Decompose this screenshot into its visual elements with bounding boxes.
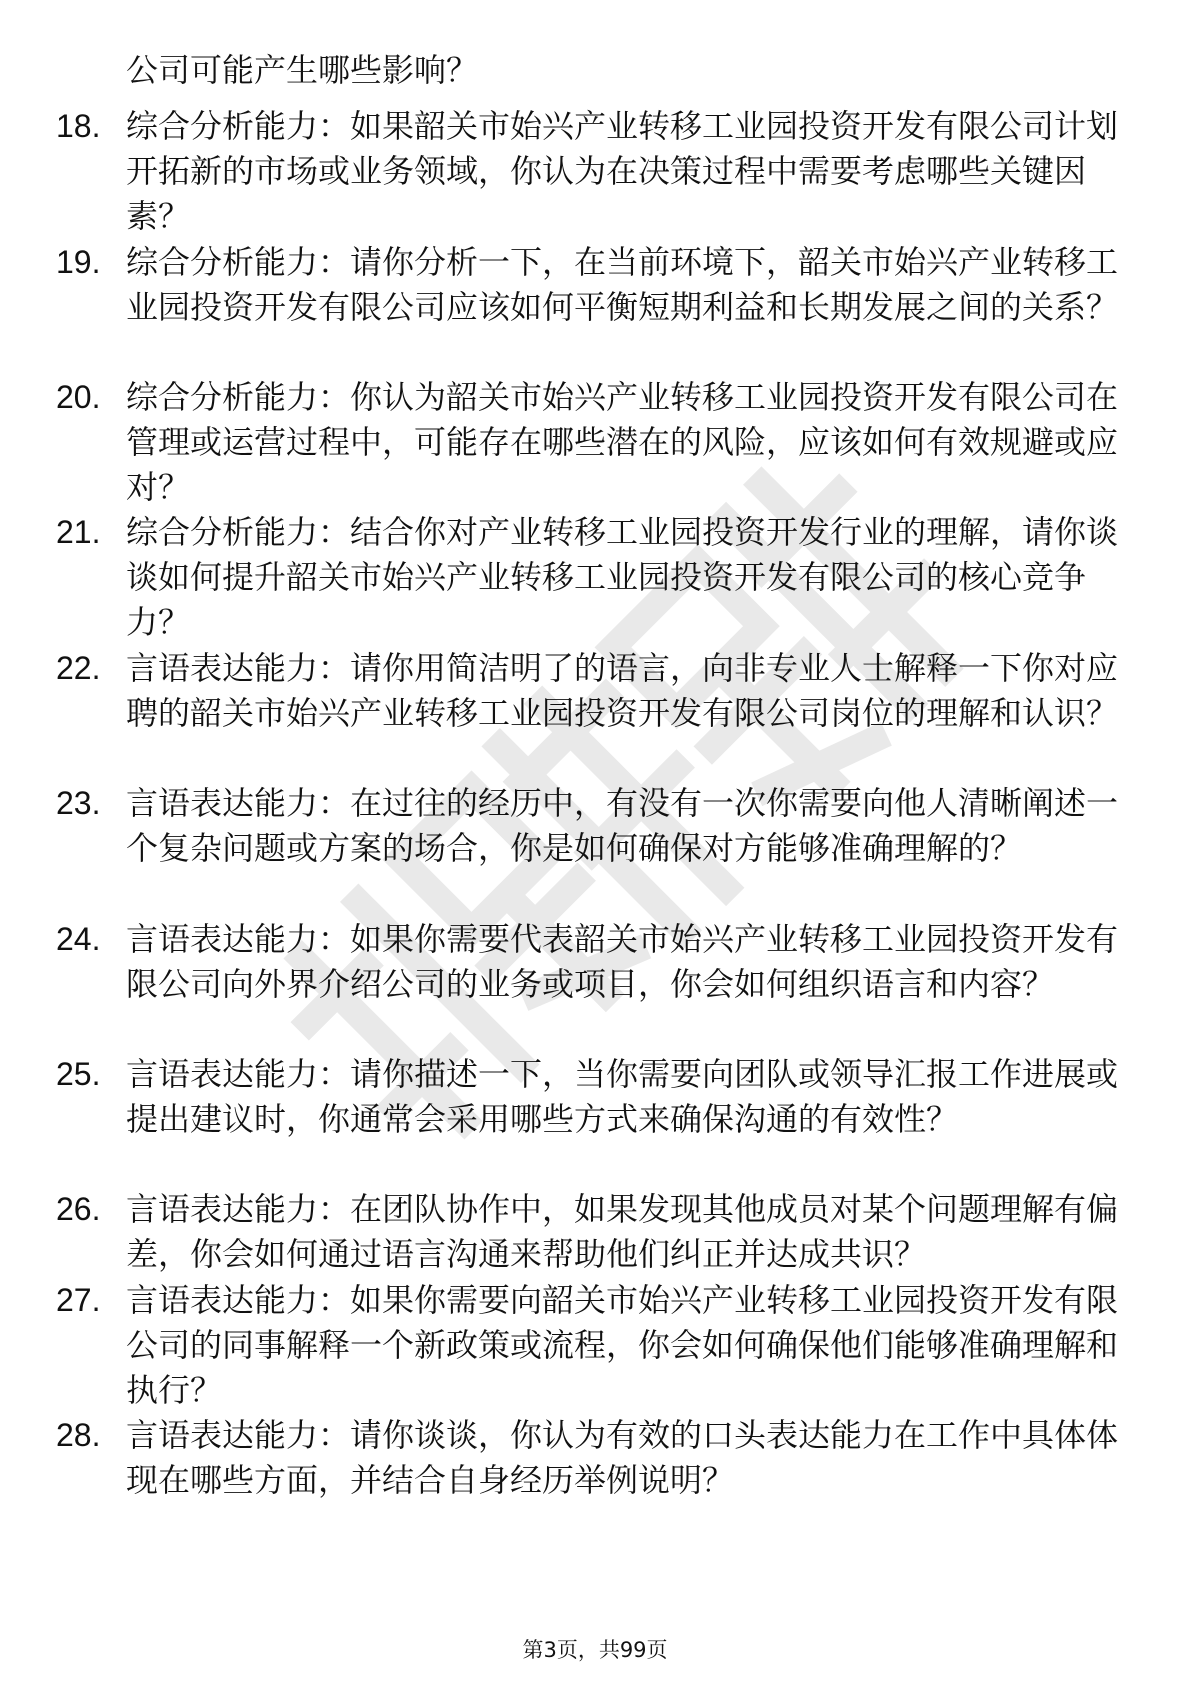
question-number: 28.: [56, 1417, 101, 1453]
question-text: 言语表达能力：请你谈谈，你认为有效的口头表达能力在工作中具体体现在哪些方面，并结合自身经历举例说明？: [126, 1416, 1119, 1499]
question-text: 综合分析能力：结合你对产业转移工业园投资开发行业的理解，请你谈谈如何提升韶关市始兴产业转移工业园投资开发有限公司的核心竞争力？: [126, 513, 1119, 641]
page-number-footer: 第3页，共99页: [522, 1638, 668, 1662]
question-text: 言语表达能力：在过往的经历中，有没有一次你需要向他人清晰阐述一个复杂问题或方案的场合，你是如何确保对方能够准确理解的？: [126, 784, 1119, 867]
question-text: 言语表达能力：请你用简洁明了的语言，向非专业人士解释一下你对应聘的韶关市始兴产业转移工业园投资开发有限公司岗位的理解和认识？: [126, 649, 1119, 732]
question-text: 言语表达能力：请你描述一下，当你需要向团队或领导汇报工作进展或提出建议时，你通常会采用哪些方式来确保沟通的有效性？: [126, 1055, 1119, 1138]
question-number: 21.: [56, 514, 101, 550]
question-text: 综合分析能力：请你分析一下，在当前环境下，韶关市始兴产业转移工业园投资开发有限公司应该如何平衡短期利益和长期发展之间的关系？: [126, 243, 1119, 326]
question-number: 27.: [56, 1282, 101, 1318]
question-text: 言语表达能力：在团队协作中，如果发现其他成员对某个问题理解有偏差，你会如何通过语言沟通来帮助他们纠正并达成共识？: [126, 1190, 1119, 1273]
question-text: 言语表达能力：如果你需要向韶关市始兴产业转移工业园投资开发有限公司的同事解释一个新政策或流程，你会如何确保他们能够准确理解和执行？: [126, 1281, 1119, 1409]
question-number: 19.: [56, 244, 101, 280]
question-text: 综合分析能力：你认为韶关市始兴产业转移工业园投资开发有限公司在管理或运营过程中，可能存在哪些潜在的风险，应该如何有效规避或应对？: [126, 378, 1119, 506]
question-text: 综合分析能力：如果韶关市始兴产业转移工业园投资开发有限公司计划开拓新的市场或业务领域，你认为在决策过程中需要考虑哪些关键因素？: [126, 107, 1119, 235]
question-number: 26.: [56, 1191, 101, 1227]
question-number: 22.: [56, 650, 101, 686]
continuation-text: 公司可能产生哪些影响？: [126, 51, 479, 89]
question-number: 25.: [56, 1056, 101, 1092]
question-number: 23.: [56, 785, 101, 821]
question-number: 20.: [56, 379, 101, 415]
question-text: 言语表达能力：如果你需要代表韶关市始兴产业转移工业园投资开发有限公司向外界介绍公司的业务或项目，你会如何组织语言和内容？: [126, 920, 1119, 1003]
question-number: 18.: [56, 108, 101, 144]
question-number: 24.: [56, 921, 101, 957]
